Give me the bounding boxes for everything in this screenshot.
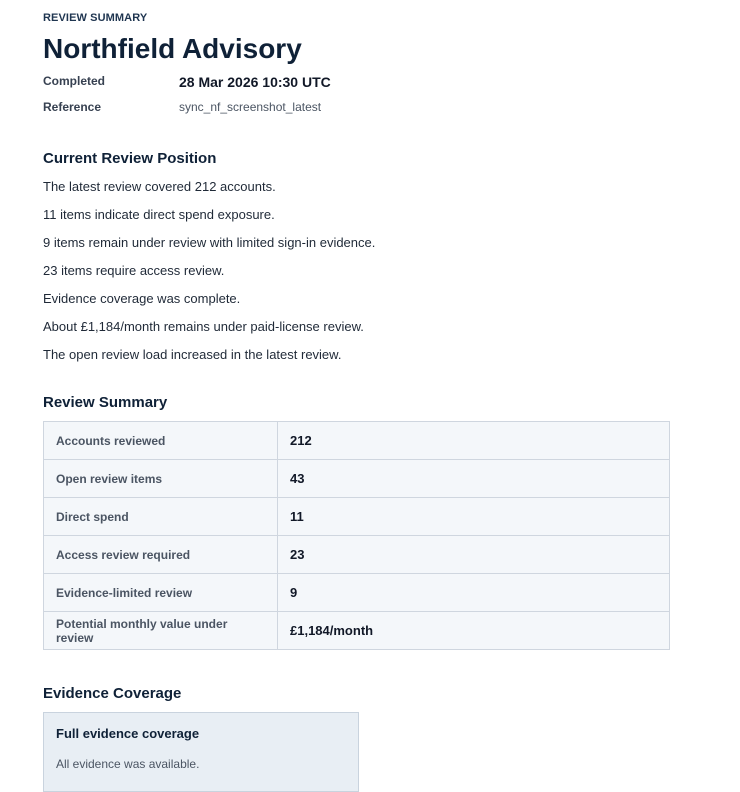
page-title: Northfield Advisory: [43, 33, 302, 64]
row-label: Access review required: [44, 536, 278, 574]
table-row: [44, 612, 670, 650]
reference-label: Reference: [43, 100, 102, 114]
finding-line: 9 items remain under review with limited sign-in evidence.: [43, 235, 376, 250]
finding-line: The latest review covered 212 accounts.: [43, 179, 276, 194]
row-label: Evidence-limited review: [44, 574, 278, 612]
table-row: [44, 422, 670, 460]
row-value: £1,184/month: [278, 612, 670, 650]
row-value: 212: [278, 422, 670, 460]
row-label: Potential monthly value under review: [44, 612, 278, 650]
table-row: [44, 460, 670, 498]
evidence-coverage-heading: Evidence Coverage: [43, 685, 182, 702]
current-review-position-heading: Current Review Position: [43, 150, 217, 167]
review-summary-heading: Review Summary: [43, 394, 168, 411]
table-row: [44, 498, 670, 536]
evidence-coverage-card: [43, 712, 359, 792]
completed-value: 28 Mar 2026 10:30 UTC: [179, 74, 331, 90]
finding-line: Evidence coverage was complete.: [43, 291, 241, 306]
table-row: [44, 574, 670, 612]
row-value: 9: [278, 574, 670, 612]
reference-value: sync_nf_screenshot_latest: [179, 100, 322, 114]
completed-label: Completed: [43, 74, 106, 88]
row-value: 43: [278, 460, 670, 498]
findings-list: [43, 179, 375, 375]
row-value: 23: [278, 536, 670, 574]
finding-line: About £1,184/month remains under paid-license review.: [43, 319, 364, 334]
row-label: Accounts reviewed: [44, 422, 278, 460]
row-label: Direct spend: [44, 498, 278, 536]
row-label: Open review items: [44, 460, 278, 498]
row-value: 11: [278, 498, 670, 536]
finding-line: The open review load increased in the latest review.: [43, 347, 342, 362]
eyebrow-label: REVIEW SUMMARY: [43, 12, 148, 24]
finding-line: 11 items indicate direct spend exposure.: [43, 207, 275, 222]
finding-line: 23 items require access review.: [43, 263, 225, 278]
coverage-card-text: All evidence was available.: [56, 757, 200, 771]
coverage-card-title: Full evidence coverage: [56, 726, 200, 741]
table-row: [44, 536, 670, 574]
review-summary-table: [43, 421, 670, 650]
